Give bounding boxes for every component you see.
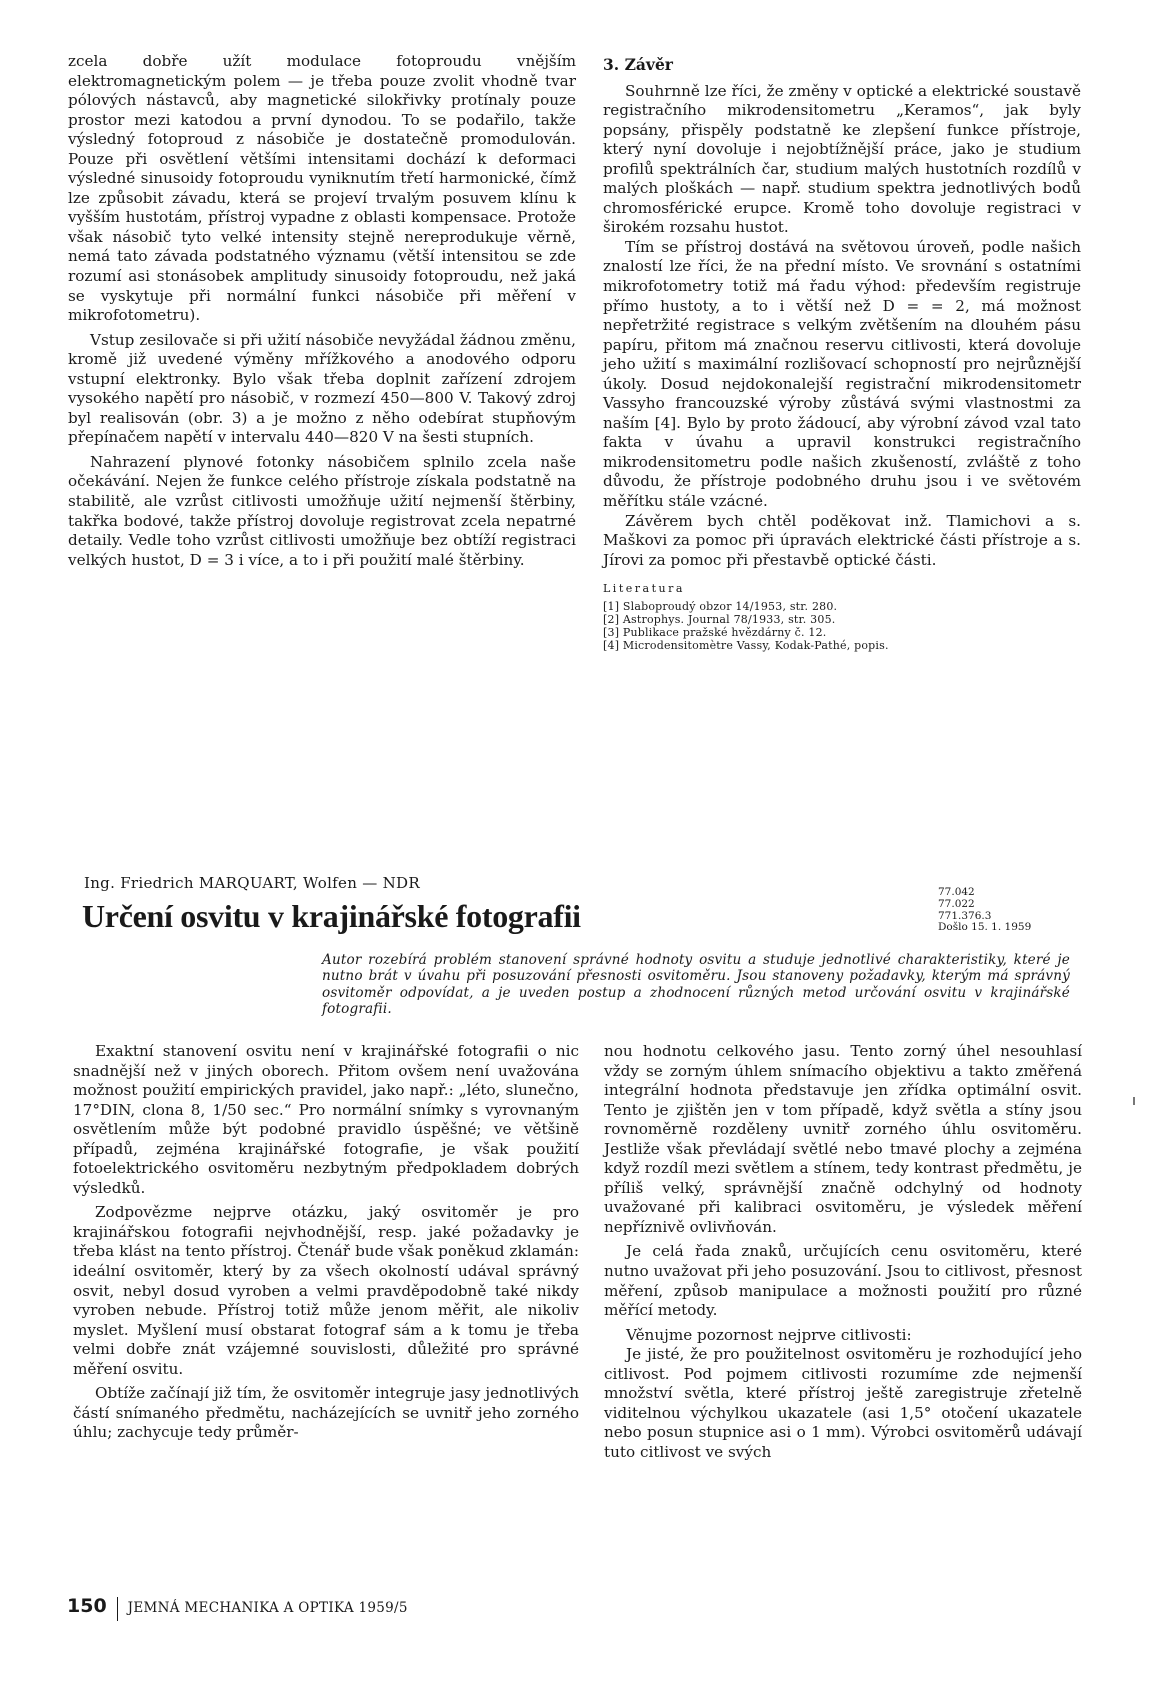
udc-code: 77.042 [938, 886, 975, 898]
article-abstract: Autor rozebírá problém stanovení správné hodnoty osvitu a studuje jednotlivé charakteristiky, které je nutno brát v úvahu při posuzování přesnosti osvitoměru. Jsou stanoveny požadavky, kterým má správný osvitoměr odpovídat, a je uveden postup a zhodnocení různých metod určování osvitu v krajinářské fotografii. [322, 952, 1070, 1017]
margin-mark [1133, 1097, 1135, 1105]
top-left-column [68, 52, 576, 570]
article-classification [938, 887, 1031, 934]
received-date: Došlo 15. 1. 1959 [938, 921, 1032, 934]
literature-list [603, 582, 1081, 652]
footer-divider [117, 1597, 118, 1621]
article-title: Určení osvitu v krajinářské fotografii [82, 898, 581, 934]
top-right-column [603, 55, 1081, 653]
section-heading: 3. Závěr [603, 55, 673, 74]
reference-item: [4] Microdensitomètre Vassy, Kodak-Pathé, popis. [603, 639, 889, 653]
paragraph: Vstup zesilovače si při užití násobiče nevyžádal žádnou změnu, kromě již uvedené výměny mřížkového a anodového odporu vstupní elektronky. Bylo však třeba doplnit zařízení zdrojem vysokého napětí pro násobič, v rozmezí 450—800 V. Takový zdroj byl realisován (obr. 3) a je možno z něho odebírat stupňovým přepínačem napětí v intervalu 440—820 V na šesti stupních. [68, 330, 576, 447]
paragraph: Nahrazení plynové fotonky násobičem splnilo zcela naše očekávání. Nejen že funkce celého přístroje získala podstatně na stabilitě, ale vzrůst citlivosti umožňuje užití nejmenší štěrbiny, takřka bodové, takže přístroj dovoluje registrovat zcela nepatrné detaily. Vedle toho vzrůst citlivosti umožňuje bez obtíží registraci velkých hustot, D = 3 i více, a to i při použití malé štěrbiny. [68, 452, 576, 569]
reference-item: [3] Publikace pražské hvězdárny č. 12. [603, 626, 827, 640]
paragraph: Závěrem bych chtěl poděkovat inž. Tlamichovi a s. Maškovi za pomoc při úpravách elektrické části přístroje a s. Jírovi za pomoc při přestavbě optické části. [603, 511, 1081, 569]
journal-name: JEMNÁ MECHANIKA A OPTIKA 1959/5 [127, 1600, 408, 1616]
paragraph: Obtíže začínají již tím, že osvitoměr integruje jasy jednotlivých částí snímaného předmětu, nacházejících se uvnitř jeho zorného úhlu; zachycuje tedy průměr- [73, 1384, 579, 1442]
paragraph: nou hodnotu celkového jasu. Tento zorný úhel nesouhlasí vždy se zorným úhlem snímacího objektivu a takto změřená integrální hodnota představuje jen zřídka optimální osvit. Tento je zjištěn jen v tom případě, když světla a stíny jsou rovnoměrně rozděleny uvnitř zorného úhlu osvitoměru. Jestliže však převládají světlé nebo tmavé plochy a zejména když rozdíl mezi světlem a stínem, tedy kontrast předmětu, je příliš velký, správnější značně odchylný od hodnoty uvažované při kalibraci osvitoměru, je výsledek měření nepříznivě ovlivňován. [604, 1042, 1082, 1236]
reference-item: [2] Astrophys. Journal 78/1933, str. 305. [603, 612, 836, 626]
paragraph: Exaktní stanovení osvitu není v krajinářské fotografii o nic snadnější než v jiných oborech. Přitom ovšem není uvažována možnost použití empirických pravidel, jako např.: „léto, slunečno, 17°DIN, clona 8, 1/50 sec.“ Pro normální snímky s vyrovnaným osvětlením může být podobné pravidlo úspěšné; ve většině případů, zejména krajinářské fotografie, je však použití fotoelektrického osvitoměru nezbytným předpokladem dobrých výsledků. [73, 1042, 579, 1197]
reference-item: [1] Slaboproudý obzor 14/1953, str. 280. [603, 599, 838, 613]
paragraph: Je celá řada znaků, určujících cenu osvitoměru, které nutno uvažovat při jeho posuzování. Jsou to citlivost, přesnost měření, způsob manipulace a možnosti použití pro různé měřící metody. [604, 1242, 1082, 1320]
literature-heading: Literatura [603, 582, 685, 596]
bottom-right-column [604, 1042, 1082, 1462]
page-number: 150 [67, 1595, 107, 1617]
paragraph: zcela dobře užít modulace fotoproudu vnějším elektromagnetickým polem — je třeba pouze zvolit vhodně tvar pólových nástavců, aby magnetické silokřivky protínaly pouze prostor mezi katodou a první dynodou. To se podařilo, takže výsledný fotoproud z násobiče je dostatečně promodulován. Pouze při osvětlení většími intensitami dochází k deformaci výsledné sinusoidy fotoproudu vyniknutím třetí harmonické, čímž lze způsobit závadu, která se projeví trvalým posuvem klínu k vyšším hustotám, přístroj vypadne z oblasti kompensace. Protože však násobič tyto velké intensity stejně nereprodukuje věrně, nemá tato závada podstatného významu (větší intensitou se zde rozumí asi stonásobek amplitudy sinusoidy fotoproudu, než jaká se vyskytuje při normální funkci násobiče při měření v mikrofotometru). [68, 52, 576, 325]
paragraph: Je jisté, že pro použitelnost osvitoměru je rozhodující jeho citlivost. Pod pojmem citlivosti rozumíme zde nejmenší množství světla, které přístroj ještě zaregistruje zřetelně viditelnou výchylkou ukazatele (asi 1,5° otočení ukazatele nebo posun stupnice asi o 1 mm). Výrobci osvitoměrů udávají tuto citlivost ve svých [604, 1345, 1082, 1461]
paragraph: Zodpovězme nejprve otázku, jaký osvitoměr je pro krajinářskou fotografii nejvhodnější, resp. jaké požadavky je třeba klást na tento přístroj. Čtenář bude však poněkud zklamán: ideální osvitoměr, který by za všech okolností udával správný osvit, nebyl dosud vyroben a velmi pravděpodobně také nikdy vyroben nebude. Přístroj totiž může jenom měřit, ale nikoliv myslet. Myšlení musí obstarat fotograf sám a k tomu je třeba velmi dobře znát vzájemné souvislosti, důležité pro správné měření osvitu. [73, 1203, 579, 1378]
paragraph: Souhrnně lze říci, že změny v optické a elektrické soustavě registračního mikrodensitometru „Keramos“, jak byly popsány, přispěly podstatně ke zlepšení funkce přístroje, který nyní dovoluje i nejobtížnější práce, jako je studium profilů spektrálních čar, studium malých hustotních rozdílů v malých ploškách — např. studium spektra jednotlivých bodů chromosférické erupce. Kromě toho dovoluje registraci v širokém rozsahu hustot. [603, 81, 1081, 237]
article-author: Ing. Friedrich MARQUART, Wolfen — NDR [84, 874, 420, 892]
paragraph: Věnujme pozornost nejprve citlivosti: [626, 1325, 912, 1344]
bottom-left-column [73, 1042, 579, 1443]
paragraph: Tím se přístroj dostává na světovou úroveň, podle našich znalostí lze říci, že na přední místo. Ve srovnání s ostatními mikrofotometry totiž má řadu výhod: především registruje přímo hustoty, a to i větší než D = = 2, má možnost nepřetržité registrace s velkým zvětšením na dlouhém pásu papíru, přitom má značnou reservu citlivosti, která dovoluje jeho užití s maximální rozlišovací schopností pro nejrůznější úkoly. Dosud nejdokonalejší registrační mikrodensitometr Vassyho francouzské výroby zůstává svými vlastnostmi za naším [4]. Bylo by proto žádoucí, aby výrobní závod vzal tato fakta v úvahu a upravil konstrukci registračního mikrodensitometru podle našich zkušeností, zvláště z toho důvodu, že přístroje podobného druhu jsou i ve světovém měřítku stále vzácné. [603, 237, 1081, 511]
udc-code: 771.376.3 [938, 909, 992, 922]
udc-code: 77.022 [938, 897, 975, 910]
page-footer [67, 1595, 408, 1621]
